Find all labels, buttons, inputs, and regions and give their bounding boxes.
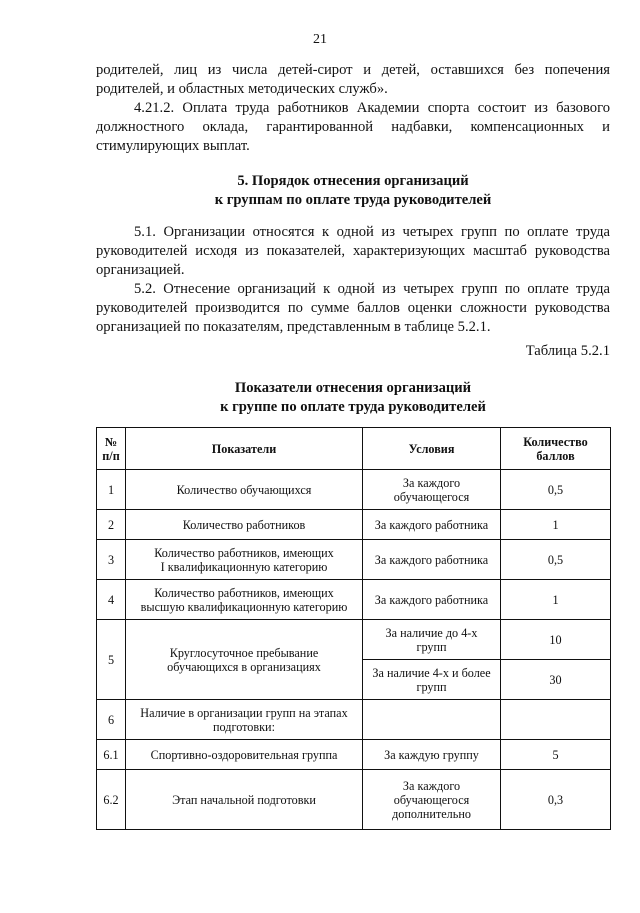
cell-indicator-line: Количество работников, имеющих	[154, 585, 334, 600]
cell-condition	[363, 470, 501, 510]
cell-num: 4	[97, 580, 126, 620]
cell-indicator-line: обучающихся в организациях	[167, 659, 321, 674]
table-row	[97, 540, 611, 580]
cell-indicator-line: Круглосуточное пребывание	[169, 645, 319, 660]
cell-condition: За каждого работника	[363, 580, 501, 620]
cell-score: 0,5	[501, 470, 611, 510]
header-score-line-2: баллов	[536, 448, 575, 463]
cell-condition	[363, 770, 501, 830]
table-caption: Таблица 5.2.1	[525, 343, 610, 359]
cell-condition	[363, 620, 501, 660]
cell-num: 2	[97, 510, 126, 540]
cell-indicator-line: высшую квалификационную категорию	[140, 599, 348, 614]
section-heading-line-1: 5. Порядок отнесения организаций	[237, 173, 469, 189]
cell-condition-line: За наличие 4-х и более	[372, 665, 491, 680]
cell-indicator	[126, 540, 363, 580]
header-num	[97, 428, 126, 470]
header-num-line-2: п/п	[102, 448, 120, 463]
cell-num: 6.1	[97, 740, 126, 770]
cell-indicator: Этап начальной подготовки	[126, 770, 363, 830]
cell-score: 5	[501, 740, 611, 770]
cell-indicator: Количество обучающихся	[126, 470, 363, 510]
cell-condition: За каждого работника	[363, 540, 501, 580]
cell-indicator-line: I квалификационную категорию	[160, 559, 328, 574]
cell-condition: За каждого работника	[363, 510, 501, 540]
cell-indicator-line: подготовки:	[213, 719, 275, 734]
header-score-line-1: Количество	[523, 434, 588, 449]
table-title	[96, 379, 610, 417]
cell-condition-line: групп	[416, 639, 447, 654]
cell-score: 30	[501, 660, 611, 700]
paragraph-4-21-2: 4.21.2. Оплата труда работников Академии спорта состоит из базового должностного оклада, гарантированной надбавки, компенсационных и стимулирующих выплат.	[96, 100, 610, 154]
section-heading-line-2: к группам по оплате труда руководителей	[214, 192, 492, 208]
cell-condition	[363, 660, 501, 700]
cell-indicator	[126, 580, 363, 620]
paragraph-5-1: 5.1. Организации относятся к одной из четырех групп по оплате труда руководителей исходя из показателей, характеризующих масштаб руководства организацией.	[96, 224, 610, 278]
header-num-line-1: №	[104, 434, 118, 449]
cell-condition-line: За каждого	[402, 475, 461, 490]
cell-num: 6.2	[97, 770, 126, 830]
cell-indicator: Количество работников	[126, 510, 363, 540]
header-score	[501, 428, 611, 470]
cell-score: 0,3	[501, 770, 611, 830]
cell-condition	[363, 700, 501, 740]
cell-score: 10	[501, 620, 611, 660]
table-row	[97, 510, 611, 540]
cell-condition: За каждую группу	[363, 740, 501, 770]
paragraph-5-2: 5.2. Отнесение организаций к одной из четырех групп по оплате труда руководителей производится по сумме баллов оценки сложности руководства организацией по показателям, представленным в таблице 5.2.1.	[96, 281, 610, 335]
cell-score: 1	[501, 510, 611, 540]
cell-condition-line: За каждого	[402, 778, 461, 793]
table-row	[97, 580, 611, 620]
cell-condition-line: За наличие до 4-х	[385, 625, 478, 640]
table-row-5a	[97, 620, 611, 660]
header-condition: Условия	[363, 428, 501, 470]
cell-score: 1	[501, 580, 611, 620]
cell-num: 5	[97, 620, 126, 700]
section-heading	[96, 172, 610, 210]
table-row	[97, 470, 611, 510]
cell-condition-line: дополнительно	[392, 806, 471, 821]
table-title-line-2: к группе по оплате труда руководителей	[220, 399, 486, 415]
table-title-line-1: Показатели отнесения организаций	[234, 380, 472, 396]
table-row	[97, 770, 611, 830]
cell-indicator-line: Наличие в организации групп на этапах	[140, 705, 348, 720]
page-number: 21	[313, 32, 327, 47]
cell-indicator	[126, 700, 363, 740]
cell-condition-line: обучающегося	[393, 792, 470, 807]
paragraph-continuation: родителей, лиц из числа детей-сирот и детей, оставшихся без попечения родителей, и областных методических служб».	[96, 62, 610, 97]
table-row	[97, 700, 611, 740]
cell-num: 6	[97, 700, 126, 740]
header-indicator: Показатели	[126, 428, 363, 470]
cell-indicator: Спортивно-оздоровительная группа	[126, 740, 363, 770]
cell-num: 3	[97, 540, 126, 580]
cell-indicator	[126, 620, 363, 700]
table-header-row	[97, 428, 611, 470]
table-row	[97, 740, 611, 770]
cell-condition-line: обучающегося	[393, 489, 470, 504]
cell-indicator-line: Количество работников, имеющих	[154, 545, 334, 560]
cell-num: 1	[97, 470, 126, 510]
cell-condition-line: групп	[416, 679, 447, 694]
indicators-table	[96, 427, 611, 830]
cell-score	[501, 700, 611, 740]
cell-score: 0,5	[501, 540, 611, 580]
